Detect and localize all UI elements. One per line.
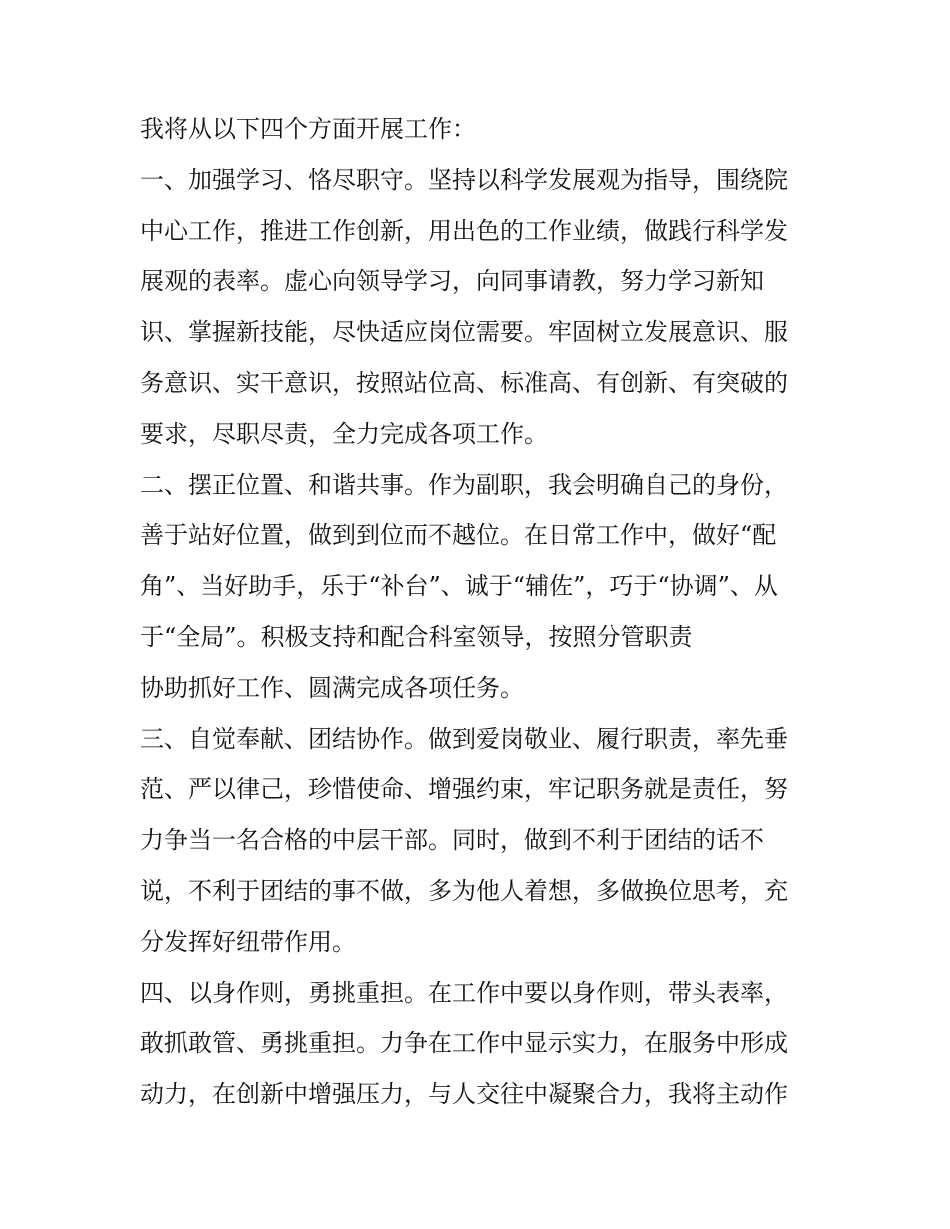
text-line: 要求，尽职尽责，全力完成各项工作。 xyxy=(140,419,548,448)
text-line: 四、以身作则，勇挑重担。在工作中要以身作则，带头表率， xyxy=(140,978,788,1007)
text-line: 务意识、实干意识，按照站位高、标准高、有创新、有突破的 xyxy=(140,368,788,397)
text-line: 角”、当好助手，乐于“补台”、诚于“辅佐”，巧于“协调”、从 xyxy=(140,572,778,601)
text-line: 力争当一名合格的中层干部。同时，做到不利于团结的话不 xyxy=(140,826,764,855)
text-line: 善于站好位置，做到到位而不越位。在日常工作中，做好“配 xyxy=(140,521,777,550)
text-line: 二、摆正位置、和谐共事。作为副职，我会明确自己的身份， xyxy=(140,470,788,499)
text-line: 一、加强学习、恪尽职守。坚持以科学发展观为指导，围绕院 xyxy=(140,165,788,194)
text-line: 于“全局”。积极支持和配合科室领导，按照分管职责 xyxy=(140,622,693,651)
text-line: 协助抓好工作、圆满完成各项任务。 xyxy=(140,673,524,702)
text-line: 我将从以下四个方面开展工作： xyxy=(140,115,476,143)
text-line: 中心工作，推进工作创新，用出色的工作业绩，做践行科学发 xyxy=(140,216,788,245)
text-line: 敢抓敢管、勇挑重担。力争在工作中显示实力，在服务中形成 xyxy=(140,1029,788,1058)
text-line: 动力，在创新中增强压力，与人交往中凝聚合力，我将主动作 xyxy=(140,1080,788,1109)
text-line: 展观的表率。虚心向领导学习，向同事请教，努力学习新知 xyxy=(140,267,764,296)
text-line: 范、严以律己，珍惜使命、增强约束，牢记职务就是责任，努 xyxy=(140,775,788,804)
text-line: 分发挥好纽带作用。 xyxy=(140,927,356,956)
text-line: 三、自觉奉献、团结协作。做到爱岗敬业、履行职责，率先垂 xyxy=(140,724,788,753)
document-body xyxy=(140,104,840,1120)
text-line: 说，不利于团结的事不做，多为他人着想，多做换位思考，充 xyxy=(140,876,788,905)
text-line: 识、掌握新技能，尽快适应岗位需要。牢固树立发展意识、服 xyxy=(140,318,788,347)
